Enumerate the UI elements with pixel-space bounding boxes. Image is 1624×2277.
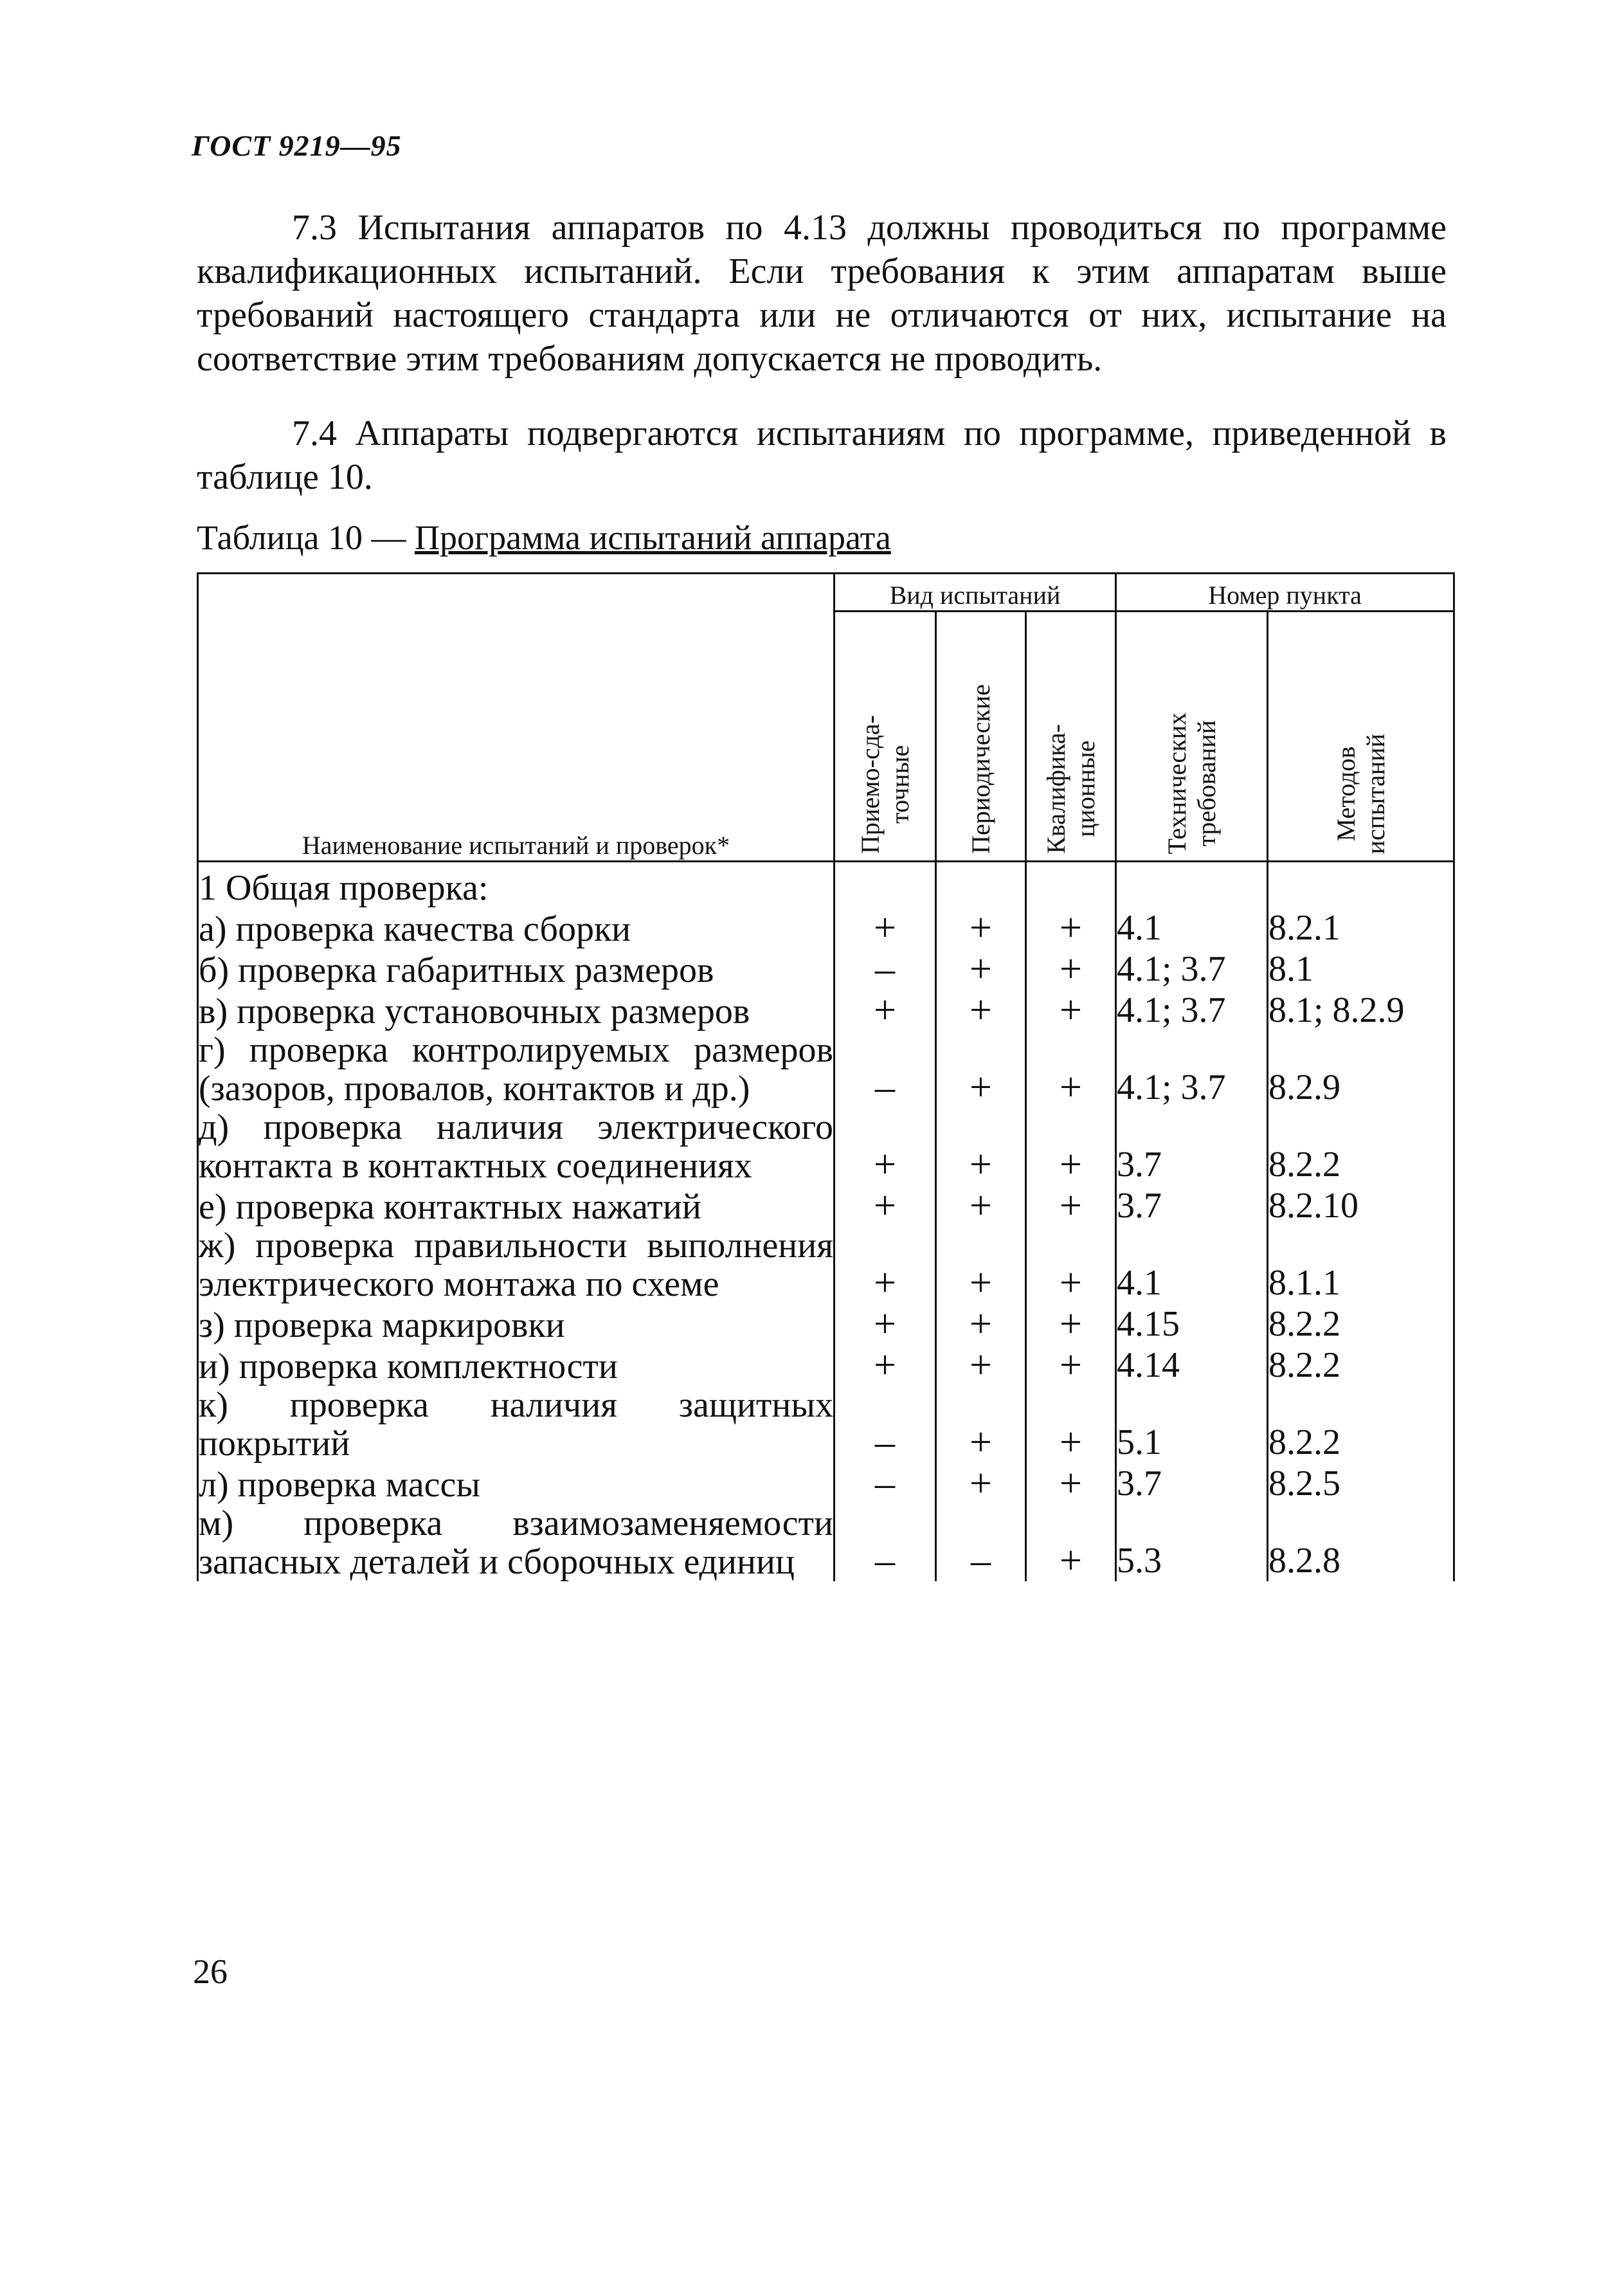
header-test-name: Наименование испытаний и проверок* (198, 574, 835, 862)
row-methods: 8.1.1 (1268, 1226, 1454, 1303)
row-test-name: и) проверка комплектности (198, 1345, 835, 1386)
header-qualification (1026, 612, 1116, 862)
row-test-name: к) проверка наличия защитных покрытий (199, 1385, 833, 1464)
test-program-table (197, 572, 1455, 1581)
empty-cell (1026, 862, 1116, 908)
header-test-methods (1268, 612, 1454, 862)
row-tech-req: 5.3 (1116, 1504, 1268, 1581)
row-acceptance: + (835, 1185, 936, 1226)
table-row (198, 907, 1454, 948)
empty-cell (1268, 862, 1454, 908)
header-test-type-group: Вид испытаний (835, 574, 1116, 612)
row-acceptance: – (835, 1031, 936, 1108)
row-qualification: + (1026, 1108, 1116, 1185)
table-caption (197, 518, 891, 558)
row-test-name: д) проверка наличия электрического контакта в контактных соединениях (199, 1107, 833, 1186)
section-title: 1 Общая проверка: (198, 862, 835, 908)
row-qualification: + (1026, 1463, 1116, 1504)
paragraph-text: 7.4 Аппараты подвергаются испытаниям по программе, приведенной в таблице 10. (197, 413, 1447, 497)
row-periodic: + (936, 907, 1026, 948)
paragraph-7-3 (197, 206, 1447, 381)
empty-cell (936, 862, 1026, 908)
empty-cell (1116, 862, 1268, 908)
table-row (198, 1185, 1454, 1226)
row-test-name: л) проверка массы (198, 1463, 835, 1504)
row-methods: 8.2.1 (1268, 907, 1454, 948)
table-row (198, 1345, 1454, 1386)
row-tech-req: 4.14 (1116, 1345, 1268, 1386)
table-section-row (198, 862, 1454, 908)
row-acceptance: – (835, 1463, 936, 1504)
row-test-name: в) проверка установочных размеров (198, 990, 835, 1031)
row-acceptance: + (835, 1345, 936, 1386)
row-methods: 8.2.9 (1268, 1031, 1454, 1108)
row-qualification: + (1026, 1185, 1116, 1226)
header-test-methods-label: Методов испытаний (1331, 733, 1390, 854)
row-test-name: а) проверка качества сборки (198, 907, 835, 948)
row-tech-req: 4.1; 3.7 (1116, 1031, 1268, 1108)
row-periodic: + (936, 1345, 1026, 1386)
row-acceptance: – (835, 1386, 936, 1463)
paragraph-7-4 (197, 412, 1447, 499)
row-qualification: + (1026, 1345, 1116, 1386)
table-row (198, 1031, 1454, 1108)
row-methods: 8.2.2 (1268, 1303, 1454, 1345)
row-qualification: + (1026, 1031, 1116, 1108)
row-test-name: м) проверка взаимозаменяемости запасных деталей и сборочных единиц (199, 1503, 833, 1582)
row-methods: 8.2.5 (1268, 1463, 1454, 1504)
table-row (198, 1386, 1454, 1463)
row-periodic: + (936, 1463, 1026, 1504)
header-periodic-label: Периодические (966, 684, 995, 854)
row-test-name: з) проверка маркировки (198, 1303, 835, 1345)
table-row (198, 990, 1454, 1031)
row-test-name: б) проверка габаритных размеров (198, 948, 835, 990)
row-methods: 8.2.2 (1268, 1108, 1454, 1185)
page-number: 26 (193, 1952, 228, 1991)
row-qualification: + (1026, 948, 1116, 990)
row-qualification: + (1026, 1386, 1116, 1463)
row-tech-req: 4.1; 3.7 (1116, 990, 1268, 1031)
header-acceptance-label: Приемо-сда- точные (855, 715, 914, 854)
row-tech-req: 5.1 (1116, 1386, 1268, 1463)
row-acceptance: + (835, 1303, 936, 1345)
table-header-row (198, 574, 1454, 612)
header-acceptance (835, 612, 936, 862)
row-qualification: + (1026, 1504, 1116, 1581)
row-acceptance: + (835, 990, 936, 1031)
row-periodic: + (936, 948, 1026, 990)
row-tech-req: 3.7 (1116, 1185, 1268, 1226)
row-periodic: + (936, 1226, 1026, 1303)
row-periodic: + (936, 990, 1026, 1031)
row-test-name: е) проверка контактных нажатий (198, 1185, 835, 1226)
table-row (198, 1226, 1454, 1303)
row-tech-req: 3.7 (1116, 1463, 1268, 1504)
header-qualification-label: Квалифика- ционные (1041, 724, 1100, 854)
row-qualification: + (1026, 990, 1116, 1031)
table-caption-title: Программа испытаний аппарата (414, 518, 891, 557)
row-qualification: + (1026, 1303, 1116, 1345)
row-methods: 8.1 (1268, 948, 1454, 990)
header-item-number-group: Номер пункта (1116, 574, 1454, 612)
row-tech-req: 4.1; 3.7 (1116, 948, 1268, 990)
empty-cell (835, 862, 936, 908)
row-methods: 8.2.2 (1268, 1386, 1454, 1463)
row-methods: 8.2.10 (1268, 1185, 1454, 1226)
row-tech-req: 4.1 (1116, 1226, 1268, 1303)
row-methods: 8.1; 8.2.9 (1268, 990, 1454, 1031)
table-row (198, 1463, 1454, 1504)
row-tech-req: 4.1 (1116, 907, 1268, 948)
table-row (198, 1504, 1454, 1581)
document-code-header: ГОСТ 9219—95 (192, 129, 402, 162)
row-test-name: г) проверка контролируемых размеров (зазоров, провалов, контактов и др.) (199, 1030, 833, 1109)
row-acceptance: + (835, 1226, 936, 1303)
row-test-name: ж) проверка правильности выполнения электрического монтажа по схеме (199, 1226, 833, 1304)
row-acceptance: – (835, 1504, 936, 1581)
row-acceptance: – (835, 948, 936, 990)
paragraph-text: 7.3 Испытания аппаратов по 4.13 должны проводиться по программе квалификационных испытаний. Если требования к этим аппаратам выше требований настоящего стандарта или не отличаются от них, испытание на соответствие этим требованиям допускается не проводить. (197, 208, 1447, 379)
header-tech-requirements (1116, 612, 1268, 862)
row-qualification: + (1026, 1226, 1116, 1303)
row-tech-req: 3.7 (1116, 1108, 1268, 1185)
table-row (198, 948, 1454, 990)
row-methods: 8.2.8 (1268, 1504, 1454, 1581)
table-row (198, 1303, 1454, 1345)
row-periodic: + (936, 1303, 1026, 1345)
header-periodic (936, 612, 1026, 862)
table-row (198, 1108, 1454, 1185)
header-tech-requirements-label: Технических требований (1162, 712, 1221, 854)
row-methods: 8.2.2 (1268, 1345, 1454, 1386)
row-periodic: + (936, 1185, 1026, 1226)
row-acceptance: + (835, 907, 936, 948)
row-periodic: + (936, 1031, 1026, 1108)
row-acceptance: + (835, 1108, 936, 1185)
table-caption-prefix: Таблица 10 — (197, 518, 406, 557)
row-periodic: + (936, 1386, 1026, 1463)
row-periodic: + (936, 1108, 1026, 1185)
row-qualification: + (1026, 907, 1116, 948)
row-periodic: – (936, 1504, 1026, 1581)
row-tech-req: 4.15 (1116, 1303, 1268, 1345)
